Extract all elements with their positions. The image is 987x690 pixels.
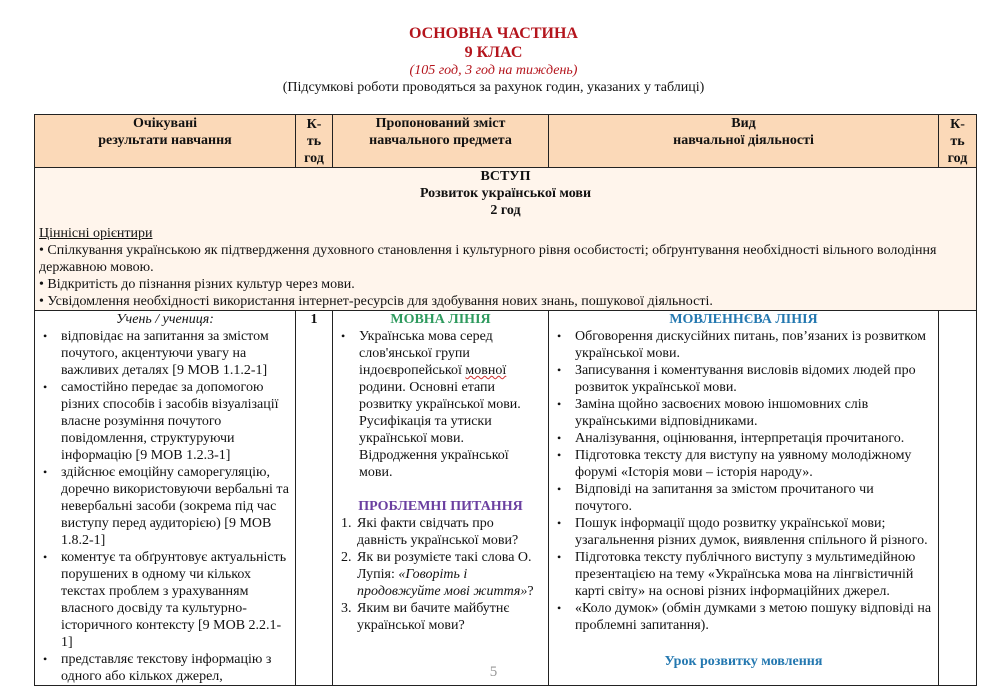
intro-hours: 2 год bbox=[490, 203, 521, 218]
activity-item: • Заміна щойно засвоєних мовою іншомовних слів українськими відповідниками. bbox=[575, 396, 934, 430]
language-line-item: • Українська мова серед слов'янської групи індоєвропейської мовної родини. Основні етапи розвитку української мови. Русифікація та утиски української мови. Відродження української мови. bbox=[359, 328, 544, 481]
hours-right-cell bbox=[939, 311, 977, 686]
value-item: • Відкритість до пізнання різних культур через мови. bbox=[39, 277, 355, 292]
table-header-row bbox=[35, 115, 977, 168]
intro-section-title: ВСТУП bbox=[480, 169, 531, 184]
activity-item: • Підготовка тексту публічного виступу з мультимедійною презентацією на тему «Українська мова на лінгвістичній карті світу» на основі різних інформаційних джерел. bbox=[575, 549, 934, 600]
col-header-hours: К- ть год bbox=[296, 115, 333, 168]
outcome-item: • самостійно передає за допомогою різних способів і засобів візуалізації власне розуміння почутого повідомлення, структуруючи інформацію [9 МОВ 1.2.3-1] bbox=[61, 379, 291, 464]
activity-item: • Записування і коментування висловів відомих людей про розвиток української мови. bbox=[575, 362, 934, 396]
problems-list bbox=[337, 515, 544, 634]
problem-item: 3. Яким ви бачите майбутнє української мови? bbox=[355, 600, 544, 634]
value-item: • Спілкування українською як підтвердження духовного становлення і культурного рівня особистості; обґрунтування необхідності вільного володіння державною мовою. bbox=[39, 243, 937, 275]
values-title: Ціннісні орієнтири bbox=[39, 226, 153, 241]
section-title: ОСНОВНА ЧАСТИНА bbox=[409, 25, 578, 42]
activity-item: • «Коло думок» (обмін думками з метою пошуку відповіді на проблемні запитання). bbox=[575, 600, 934, 634]
col-header-activity: Вид навчальної діяльності bbox=[549, 115, 939, 168]
final-works-note: (Підсумкові роботи проводяться за рахунок годин, указаних у таблиці) bbox=[282, 80, 705, 95]
outcome-item: • коментує та обґрунтовує актуальність порушених в одному чи кількох текстах проблем з урахуванням власного досвіду та культурно-історичного контексту [9 МОВ 2.2.1-1] bbox=[61, 549, 291, 651]
grade-title: 9 КЛАС bbox=[464, 44, 523, 61]
spellcheck-flagged-word: мовної bbox=[465, 363, 507, 378]
activity-item: • Пошук інформації щодо розвитку української мови; узагальнення різних думок, виявлення спільного й різного. bbox=[575, 515, 934, 549]
col-header-content: Пропонований зміст навчального предмета bbox=[333, 115, 549, 168]
hours-note: (105 год, 3 год на тиждень) bbox=[409, 63, 578, 78]
activity-item: • Аналізування, оцінювання, інтерпретація прочитаного. bbox=[575, 430, 934, 447]
outcomes-cell bbox=[35, 311, 296, 686]
intro-cell bbox=[35, 168, 977, 311]
problem-item: 2. Як ви розумієте такі слова О. Лупія: «Говоріть і продовжуйте мові життя»? bbox=[355, 549, 544, 600]
activities-list bbox=[553, 328, 934, 634]
page-number: 5 bbox=[489, 664, 498, 680]
language-line-title: МОВНА ЛІНІЯ bbox=[390, 312, 491, 327]
quote: «Говоріть і продовжуйте мові життя» bbox=[357, 567, 528, 599]
content-cell bbox=[333, 311, 549, 686]
hours-cell: 1 bbox=[296, 311, 333, 686]
activity-item: • Обговорення дискусійних питань, пов’язаних із розвитком української мови. bbox=[575, 328, 934, 362]
col-header-outcomes: Очікувані результати навчання bbox=[35, 115, 296, 168]
outcome-item: • представляє текстову інформацію з одного або кількох джерел, bbox=[61, 651, 291, 685]
speech-line-title: МОВЛЕННЄВА ЛІНІЯ bbox=[669, 312, 818, 327]
outcomes-list bbox=[39, 328, 291, 685]
col-header-hours-right: К- ть год bbox=[939, 115, 977, 168]
activity-cell bbox=[549, 311, 939, 686]
lesson-row bbox=[35, 311, 977, 686]
outcome-item: • здійснює емоційну саморегуляцію, доречно використовуючи вербальні та невербальні засоби (зокрема під час виступу перед аудиторією) [9 МОВ 1.8.2-1] bbox=[61, 464, 291, 549]
language-line-list bbox=[337, 328, 544, 481]
problem-item: 1. Які факти свідчать про давність української мови? bbox=[355, 515, 544, 549]
intro-row bbox=[35, 168, 977, 311]
value-item: • Усвідомлення необхідності використання інтернет-ресурсів для здобування нових знань, пошукової діяльності. bbox=[39, 294, 713, 309]
lesson-type: Урок розвитку мовлення bbox=[664, 654, 823, 669]
activity-item: • Відповіді на запитання за змістом прочитаного чи почутого. bbox=[575, 481, 934, 515]
outcome-item: • відповідає на запитання за змістом почутого, акцентуючи увагу на важливих деталях [9 МОВ 1.1.2-1] bbox=[61, 328, 291, 379]
document-heading bbox=[0, 24, 987, 96]
activity-item: • Підготовка тексту для виступу на уявному молодіжному форумі «Історія мови – історія народу». bbox=[575, 447, 934, 481]
learner-label: Учень / учениця: bbox=[116, 312, 214, 327]
problems-title: ПРОБЛЕМНІ ПИТАННЯ bbox=[358, 499, 523, 514]
curriculum-table bbox=[34, 114, 977, 686]
intro-topic: Розвиток української мови bbox=[419, 186, 592, 201]
